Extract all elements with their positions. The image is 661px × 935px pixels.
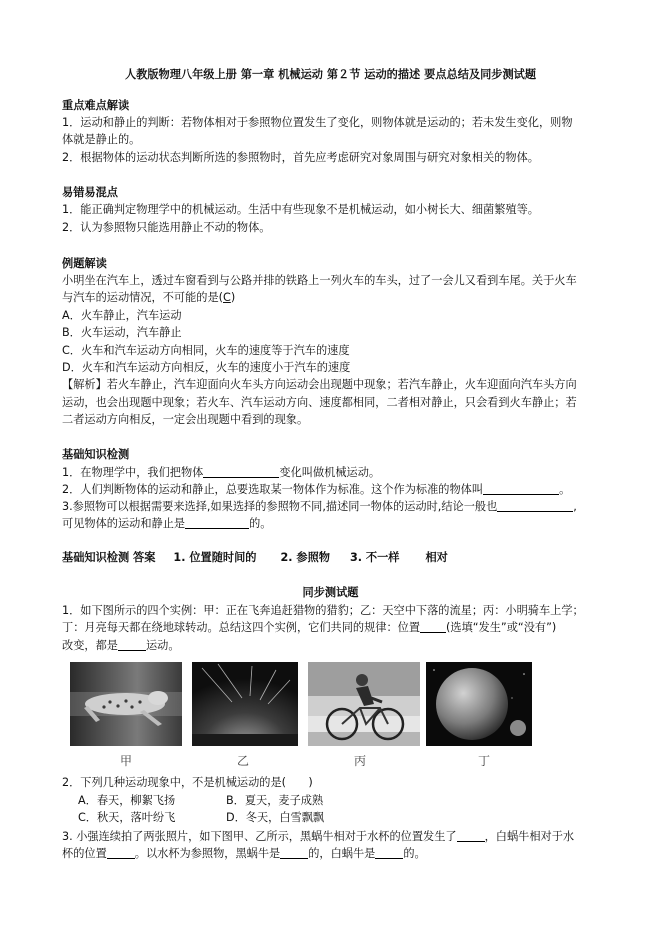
sync-q3-line-1: [62, 829, 574, 845]
sync-q1-text-d: 改变，都是: [62, 639, 118, 652]
basic-question-3: [62, 499, 577, 515]
answer-3: 3. 不一样: [349, 551, 400, 564]
example-option-d: D．火车和汽车运动方向相反，火车的速度小于汽车的速度: [62, 361, 351, 374]
basic-question-2: [62, 482, 570, 498]
sync-q1-line-3: [62, 638, 180, 654]
sync-q1-text-e: 运动。: [145, 639, 180, 652]
example-question-text: 与汽车的运动情况，不可能的是(: [62, 291, 223, 304]
answer-blank[interactable]: [483, 482, 559, 495]
sync-q1-text-b: 丁：月亮每天都在绕地球转动。总结这四个实例，它们共同的规律：位置: [62, 621, 421, 634]
basic-q3-text-d: 的。: [249, 517, 272, 530]
key-point-2: 2．根据物体的运动状态判断所选的参照物时，首先应考虑研究对象周围与研究对象相关的物体。: [62, 151, 539, 164]
caption-bing: 丙: [354, 754, 367, 768]
key-point-1-line-1: 1．运动和静止的判断：若物体相对于参照物位置发生了变化，则物体就是运动的；若未发生变化，则物: [62, 116, 573, 129]
basic-q2-text-a: 2．人们判断物体的运动和静止，总要选取某一物体作为标准。这个作为标准的物体叫: [62, 483, 484, 496]
example-option-b: B．火车运动，汽车静止: [62, 326, 182, 339]
example-option-a: A．火车静止，汽车运动: [62, 309, 182, 322]
key-point-1-line-2: 体就是静止的。: [62, 133, 141, 146]
sync-q3-line-2: [62, 846, 426, 862]
answers-label: 基础知识检测 答案: [62, 551, 156, 564]
example-option-c: C．火车和汽车运动方向相同，火车的速度等于汽车的速度: [62, 344, 350, 357]
answer-blank[interactable]: [107, 846, 135, 859]
page-title: 人教版物理八年级上册 第一章 机械运动 第２节 运动的描述 要点总结及同步测试题: [124, 68, 537, 81]
section-heading-example: 例题解读: [62, 257, 107, 270]
sync-q2-option-d: D．冬天，白雪飘飘: [226, 811, 325, 824]
example-question-line-2: [62, 290, 235, 306]
example-explanation-line-2: 运动，也会出现题中现象；若火车、汽车运动方向、速度都相同，二者相对静止，只会看到火车静止；若: [62, 396, 577, 409]
section-heading-basic-test: 基础知识检测: [62, 448, 130, 461]
common-error-2: 2．认为参照物只能选用静止不动的物体。: [62, 221, 271, 234]
cyclist-photo: [308, 662, 420, 746]
sync-q1-line-1: 1．如下图所示的四个实例：甲：正在飞奔追赶猎物的猎豹；乙：天空中下落的流星；丙：小明骑车上学；: [62, 604, 584, 617]
section-heading-sync-test: 同步测试题: [302, 586, 359, 599]
answer-blank[interactable]: [420, 620, 446, 633]
caption-yi: 乙: [237, 754, 250, 768]
answer-2: 2. 参照物: [280, 551, 330, 564]
sync-q2: 2．下列几种运动现象中，不是机械运动的是( ): [62, 776, 313, 789]
caption-jia: 甲: [120, 754, 133, 768]
answer-4: 相对: [425, 551, 448, 564]
basic-question-1: [62, 465, 380, 481]
sync-q3-text-f: 的。: [403, 847, 426, 860]
sync-q2-option-c: C．秋天，落叶纷飞: [78, 811, 176, 824]
answer-blank[interactable]: [375, 846, 403, 859]
example-explanation-line-1: 【解析】若火车静止，汽车迎面向火车头方向运动会出现题中现象；若汽车静止，火车迎面向汽车头方向: [62, 378, 577, 391]
answer-blank[interactable]: [497, 499, 573, 512]
moon-earth-photo: [426, 662, 532, 746]
answer-1: 1. 位置随时间的: [173, 551, 257, 564]
basic-q3-text-a: 3.参照物可以根据需要来选择,如果选择的参照物不同,描述同一物体的运动时,结论一般也: [62, 500, 498, 513]
meteor-photo: [192, 662, 298, 746]
basic-test-answers: [62, 550, 448, 566]
section-heading-key-points: 重点难点解读: [62, 99, 130, 112]
example-explanation-line-3: 二者运动方向相反，一定会出现题中看到的现象。: [62, 413, 309, 426]
basic-q2-text-b: 。: [559, 483, 571, 496]
sync-q3-text-d: 。以水杯为参照物，黑蜗牛是: [134, 847, 281, 860]
example-question-line-1: 小明坐在汽车上，透过车窗看到与公路并排的铁路上一列火车的车头，过了一会儿又看到车尾。关于火车: [62, 274, 577, 287]
sync-q3-text-e: 的，白蜗牛是: [308, 847, 376, 860]
sync-q1-line-2: [62, 620, 556, 636]
basic-q1-text-b: 变化叫做机械运动。: [279, 466, 381, 479]
sync-q1-text-c: (选填“发生”或“没有”): [446, 621, 557, 634]
answer-blank[interactable]: [203, 465, 279, 478]
answer-blank[interactable]: [118, 638, 146, 651]
basic-q3-text-b: ,: [573, 500, 577, 513]
sync-q3-text-b: ，白蜗牛相对于水: [484, 830, 575, 843]
section-heading-common-errors: 易错易混点: [62, 186, 118, 199]
basic-question-3-continued: [62, 516, 271, 532]
answer-blank[interactable]: [280, 846, 308, 859]
sync-q2-option-b: B．夏天，麦子成熟: [226, 794, 324, 807]
example-question-close: ): [230, 291, 236, 304]
sync-q2-option-a: A．春天，柳絮飞扬: [78, 794, 176, 807]
basic-q3-text-c: 可见物体的运动和静止是: [62, 517, 186, 530]
answer-blank[interactable]: [457, 829, 485, 842]
sync-q3-text-c: 杯的位置: [62, 847, 107, 860]
basic-q1-text-a: 1．在物理学中，我们把物体: [62, 466, 204, 479]
sync-q3-text-a: 3. 小强连续拍了两张照片，如下图甲、乙所示，黑蜗牛相对于水杯的位置发生了: [62, 830, 457, 843]
caption-ding: 丁: [478, 754, 491, 768]
common-error-1: 1．能正确判定物理学中的机械运动。生活中有些现象不是机械运动，如小树长大、细菌繁殖等。: [62, 203, 539, 216]
answer-blank[interactable]: [185, 516, 249, 529]
example-answer: C: [223, 291, 231, 304]
cheetah-photo: [70, 662, 182, 746]
